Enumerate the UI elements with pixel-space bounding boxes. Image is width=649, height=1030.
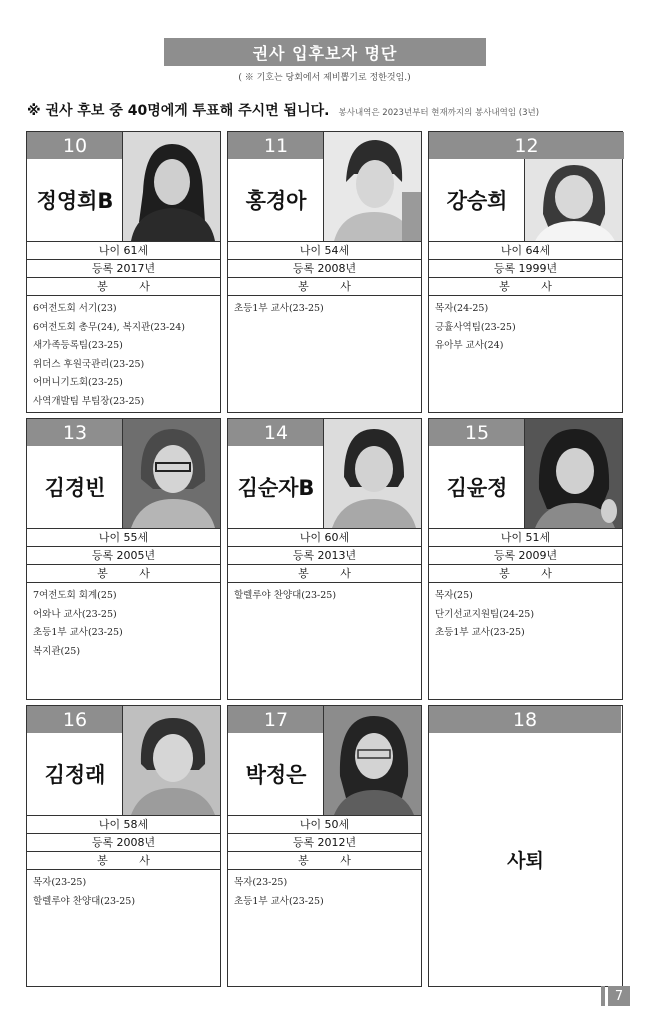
service-label: 봉 사 xyxy=(27,851,220,869)
candidate-number: 15 xyxy=(429,419,525,446)
service-item: 유아부 교사(24) xyxy=(435,340,504,351)
candidate-card xyxy=(428,131,623,413)
page-number-accent xyxy=(601,986,605,1006)
service-item: 6여전도회 서기(23) xyxy=(33,303,117,314)
instruction-text: ※ 권사 후보 중 40명에게 투표해 주시면 됩니다. xyxy=(27,103,330,119)
service-item: 어와나 교사(23-25) xyxy=(33,608,117,620)
service-item: 위더스 후원국관리(23-25) xyxy=(33,358,145,370)
service-list xyxy=(27,582,220,661)
candidate-registered: 등록 2013년 xyxy=(228,546,421,564)
service-label: 봉 사 xyxy=(228,564,421,582)
service-item: 초등1부 교사(23-25) xyxy=(435,627,525,638)
candidate-photo xyxy=(122,419,220,528)
service-item: 새가족등록팀(23-25) xyxy=(33,340,123,351)
candidate-photo xyxy=(524,159,622,241)
voting-instruction xyxy=(27,100,637,120)
candidate-card-withdrawn xyxy=(428,705,623,987)
candidate-number: 17 xyxy=(228,706,324,733)
service-item: 목자(23-25) xyxy=(234,877,288,888)
candidate-name: 강승희 xyxy=(446,189,508,213)
candidate-photo xyxy=(122,132,220,241)
service-label: 봉 사 xyxy=(429,564,622,582)
candidate-number: 14 xyxy=(228,419,324,446)
service-label: 봉 사 xyxy=(429,277,622,295)
subtitle: ( ※ 기호는 당회에서 제비뽑기로 정한것임.) xyxy=(238,73,411,83)
candidate-name: 홍경아 xyxy=(245,189,307,213)
service-item: 복지관(25) xyxy=(33,645,81,657)
candidate-registered: 등록 2017년 xyxy=(27,259,220,277)
candidate-photo xyxy=(323,706,421,815)
service-item: 초등1부 교사(23-25) xyxy=(234,895,324,907)
candidate-age: 나이 55세 xyxy=(27,528,220,546)
candidate-registered: 등록 2008년 xyxy=(228,259,421,277)
service-item: 사역개발팀 부팀장(23-25) xyxy=(33,395,145,407)
service-list xyxy=(27,295,220,411)
candidate-age: 나이 54세 xyxy=(228,241,421,259)
candidate-photo xyxy=(323,419,421,528)
service-item: 어머니기도회(23-25) xyxy=(33,377,123,388)
service-list xyxy=(429,582,622,643)
candidate-photo xyxy=(524,419,622,528)
candidate-name: 김순자B xyxy=(237,476,315,500)
withdrawn-status: 사퇴 xyxy=(507,850,544,872)
service-item: 초등1부 교사(23-25) xyxy=(234,303,324,314)
candidate-card xyxy=(227,131,422,413)
service-item: 초등1부 교사(23-25) xyxy=(33,627,123,638)
candidate-age: 나이 50세 xyxy=(228,815,421,833)
candidate-name: 김정래 xyxy=(44,763,106,787)
page-number-badge xyxy=(601,986,639,1006)
candidate-name: 박정은 xyxy=(245,763,307,787)
service-item: 목자(23-25) xyxy=(33,877,87,888)
service-list xyxy=(27,869,220,911)
candidate-name: 김윤정 xyxy=(446,476,508,500)
service-item: 목자(24-25) xyxy=(435,303,489,314)
candidate-age: 나이 60세 xyxy=(228,528,421,546)
candidate-number: 11 xyxy=(228,132,324,159)
candidate-card xyxy=(26,705,221,987)
candidate-age: 나이 51세 xyxy=(429,528,622,546)
page-number: 7 xyxy=(608,986,630,1006)
candidate-number: 12 xyxy=(429,132,624,159)
candidate-photo xyxy=(122,706,220,815)
service-item: 단기선교지원팀(24-25) xyxy=(435,608,535,620)
candidate-card xyxy=(428,418,623,700)
candidate-name: 정영희B xyxy=(36,189,114,213)
candidate-number: 13 xyxy=(27,419,123,446)
candidate-number: 18 xyxy=(429,706,621,733)
service-label: 봉 사 xyxy=(27,564,220,582)
candidate-card xyxy=(227,418,422,700)
candidate-registered: 등록 2009년 xyxy=(429,546,622,564)
service-list xyxy=(228,582,421,606)
service-list xyxy=(429,295,622,356)
service-period-note: 봉사내역은 2023년부터 현재까지의 봉사내역임 (3년) xyxy=(338,108,540,118)
candidate-age: 나이 64세 xyxy=(429,241,622,259)
service-label: 봉 사 xyxy=(27,277,220,295)
candidate-registered: 등록 2005년 xyxy=(27,546,220,564)
candidate-registered: 등록 2008년 xyxy=(27,833,220,851)
service-list xyxy=(228,295,421,319)
candidate-age: 나이 61세 xyxy=(27,241,220,259)
candidate-card xyxy=(227,705,422,987)
service-label: 봉 사 xyxy=(228,851,421,869)
candidate-registered: 등록 1999년 xyxy=(429,259,622,277)
service-label: 봉 사 xyxy=(228,277,421,295)
service-item: 목자(25) xyxy=(435,590,473,601)
candidate-age: 나이 58세 xyxy=(27,815,220,833)
candidate-photo xyxy=(323,132,421,241)
service-item: 할렐루야 찬양대(23-25) xyxy=(33,895,136,907)
service-item: 7여전도회 회계(25) xyxy=(33,590,117,601)
page-title: 권사 입후보자 명단 xyxy=(164,38,486,66)
service-item: 할렐루야 찬양대(23-25) xyxy=(234,590,337,601)
service-list xyxy=(228,869,421,911)
candidate-number: 16 xyxy=(27,706,123,733)
service-item: 6여전도회 총무(24), 복지관(23-24) xyxy=(33,321,185,333)
service-item: 긍휼사역팀(23-25) xyxy=(435,321,516,333)
candidate-registered: 등록 2012년 xyxy=(228,833,421,851)
candidate-card xyxy=(26,418,221,700)
candidate-name: 김경빈 xyxy=(44,476,106,500)
candidate-card xyxy=(26,131,221,413)
candidate-number: 10 xyxy=(27,132,123,159)
